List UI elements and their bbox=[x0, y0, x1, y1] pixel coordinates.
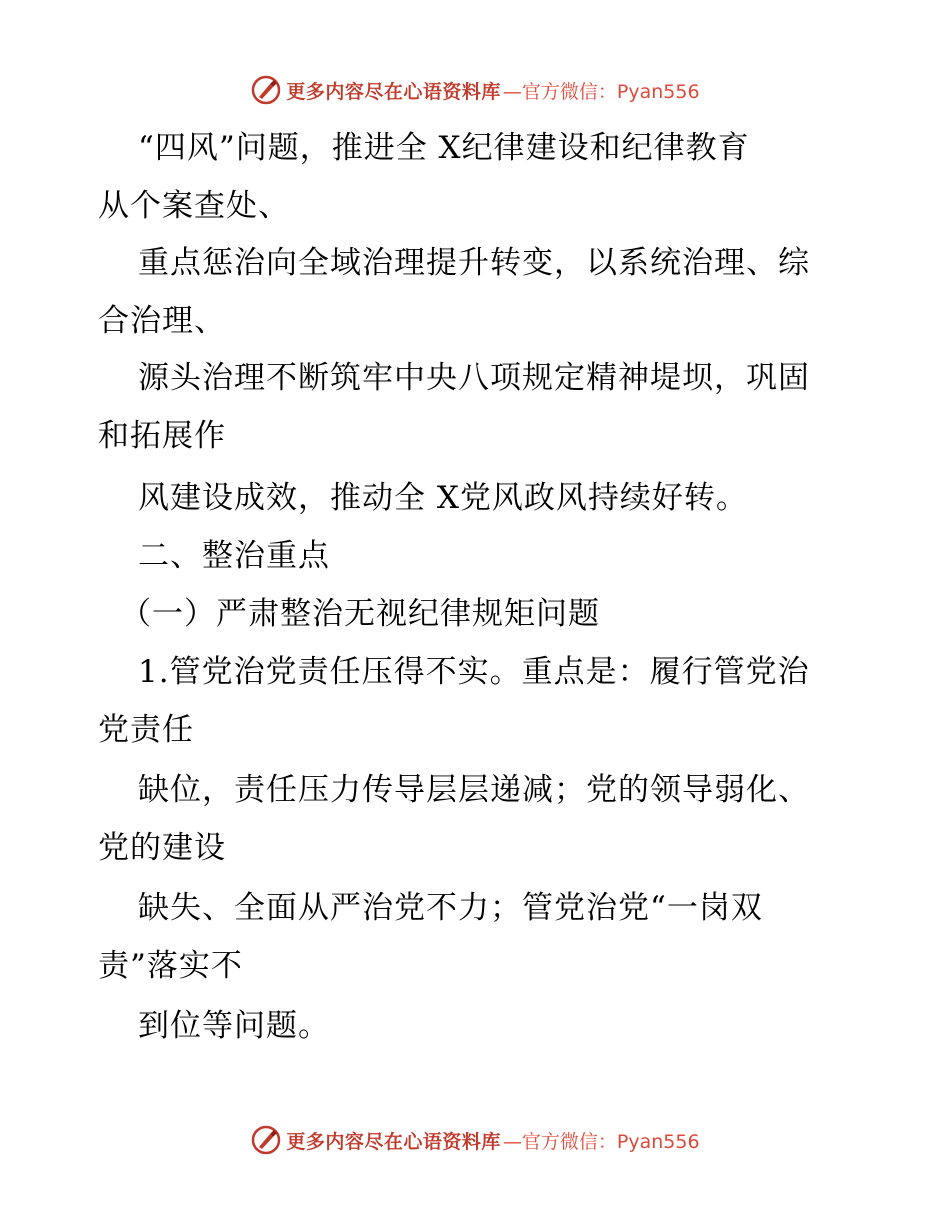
body-line-4: 合治理、 bbox=[98, 303, 226, 339]
body-line-14: 缺失、全面从严治党不力；管党治党“一岗双 bbox=[138, 890, 763, 926]
body-line-3: 重点惩治向全域治理提升转变，以系统治理、综 bbox=[138, 245, 810, 281]
pen-nib-logo-icon bbox=[250, 74, 282, 106]
banner-wechat-text: —官方微信：Pyan556 bbox=[502, 1130, 700, 1153]
banner-text: 更多内容尽在心语资料库 bbox=[286, 1130, 501, 1153]
body-line-1: “四风”问题，推进全 X纪律建设和纪律教育 bbox=[138, 130, 750, 166]
header-banner bbox=[0, 70, 950, 110]
body-line-11: 党责任 bbox=[98, 712, 194, 748]
body-line-10: 1.管党治党责任压得不实。重点是：履行管党治 bbox=[138, 654, 810, 690]
footer-banner bbox=[0, 1120, 950, 1160]
banner-text: 更多内容尽在心语资料库 bbox=[286, 80, 501, 103]
banner-wechat-text: —官方微信：Pyan556 bbox=[502, 80, 700, 103]
body-line-7: 风建设成效，推动全 X党风政风持续好转。 bbox=[138, 480, 748, 516]
body-line-13: 党的建设 bbox=[98, 830, 226, 866]
body-line-16: 到位等问题。 bbox=[138, 1008, 330, 1044]
body-line-2: 从个案查处、 bbox=[98, 188, 290, 224]
body-line-15: 责”落实不 bbox=[98, 948, 243, 984]
subsection-heading: （一）严肃整治无视纪律规矩问题 bbox=[120, 596, 600, 632]
body-line-12: 缺位，责任压力传导层层递减；党的领导弱化、 bbox=[138, 772, 810, 808]
body-line-5: 源头治理不断筑牢中央八项规定精神堤坝，巩固 bbox=[138, 360, 810, 396]
pen-nib-logo-icon bbox=[250, 1124, 282, 1156]
section-heading: 二、整治重点 bbox=[138, 538, 330, 574]
body-line-6: 和拓展作 bbox=[98, 418, 226, 454]
